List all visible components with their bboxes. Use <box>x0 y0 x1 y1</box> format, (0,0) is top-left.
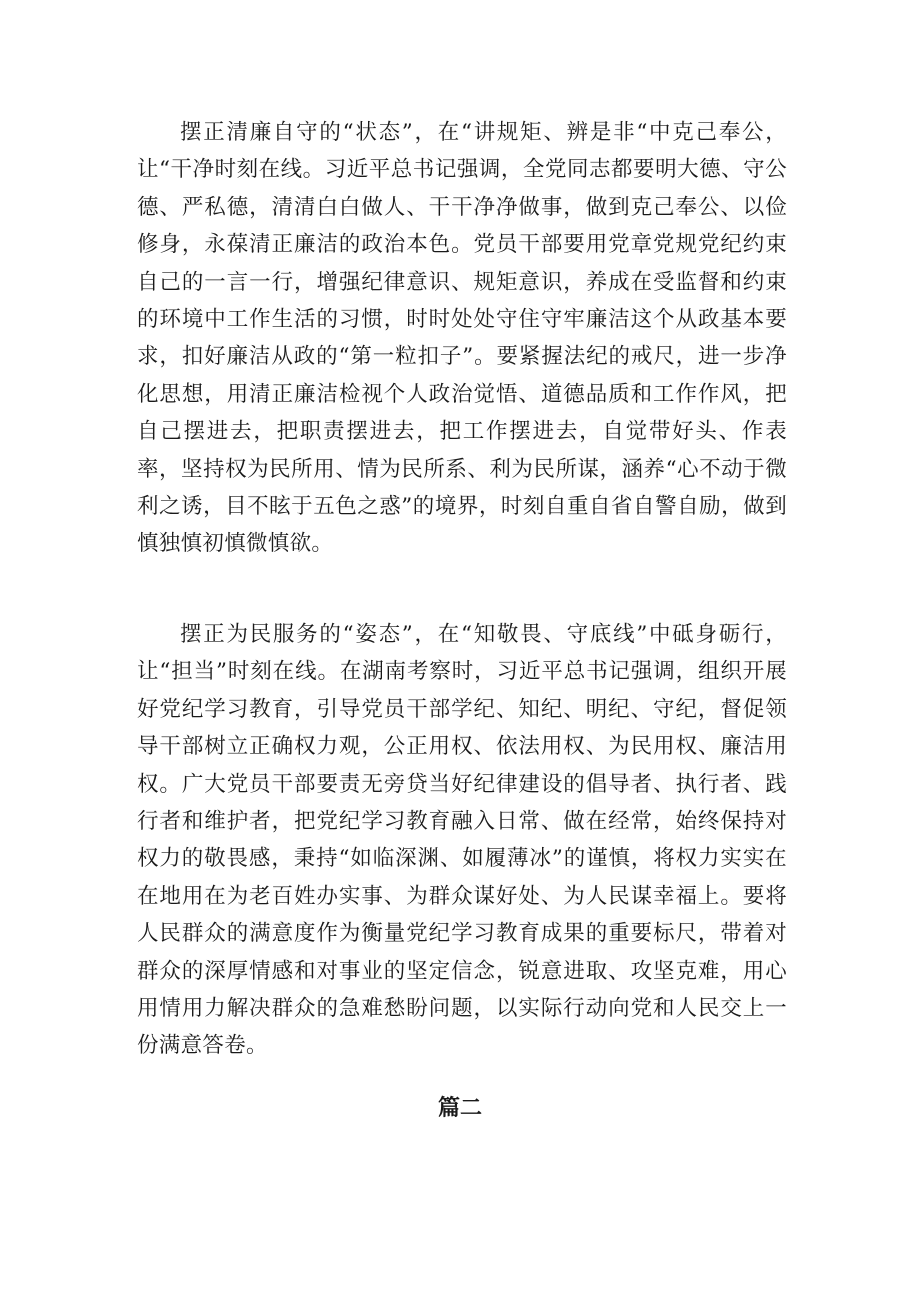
body-paragraph-1: 摆正清廉自守的“状态”，在“讲规矩、辨是非“中克己奉公，让“干净时刻在线。习近平总书记强调，全党同志都要明大德、守公德、严私德，清清白白做人、干干净净做事，做到克己奉公、以俭修身，永葆清正廉洁的政治本色。党员干部要用党章党规党纪约束自己的一言一行，增强纪律意识、规矩意识，养成在受监督和约束的环境中工作生活的习惯，时时处处守住守牢廉洁这个从政基本要求，扣好廉洁从政的“第一粒扣子”。要紧握法纪的戒尺，进一步净化思想，用清正廉洁检视个人政治觉悟、道德品质和工作作风，把自己摆进去，把职责摆进去，把工作摆进去，自觉带好头、作表率，坚持权为民所用、情为民所系、利为民所谋，涵养“心不动于微利之诱，目不眩于五色之惑”的境界，时刻自重自省自警自励，做到慎独慎初慎微慎欲。 <box>137 120 787 557</box>
body-paragraph-2: 摆正为民服务的“姿态”，在“知敬畏、守底线”中砥身砺行，让“担当”时刻在线。在湖南考察时，习近平总书记强调，组织开展好党纪学习教育，引导党员干部学纪、知纪、明纪、守纪，督促领导干部树立正确权力观，公正用权、依法用权、为民用权、廉洁用权。广大党员干部要责无旁贷当好纪律建设的倡导者、执行者、践行者和维护者，把党纪学习教育融入日常、做在经常，始终保持对权力的敬畏感，秉持“如临深渊、如履薄冰”的谨慎，将权力实实在在地用在为老百姓办实事、为群众谋好处、为人民谋幸福上。要将人民群众的满意度作为衡量党纪学习教育成果的重要标尺，带着对群众的深厚情感和对事业的坚定信念，锐意进取、攻坚克难，用心用情用力解决群众的急难愁盼问题，以实际行动向党和人民交上一份满意答卷。 <box>137 622 787 1059</box>
section-heading: 篇二 <box>437 1096 482 1121</box>
